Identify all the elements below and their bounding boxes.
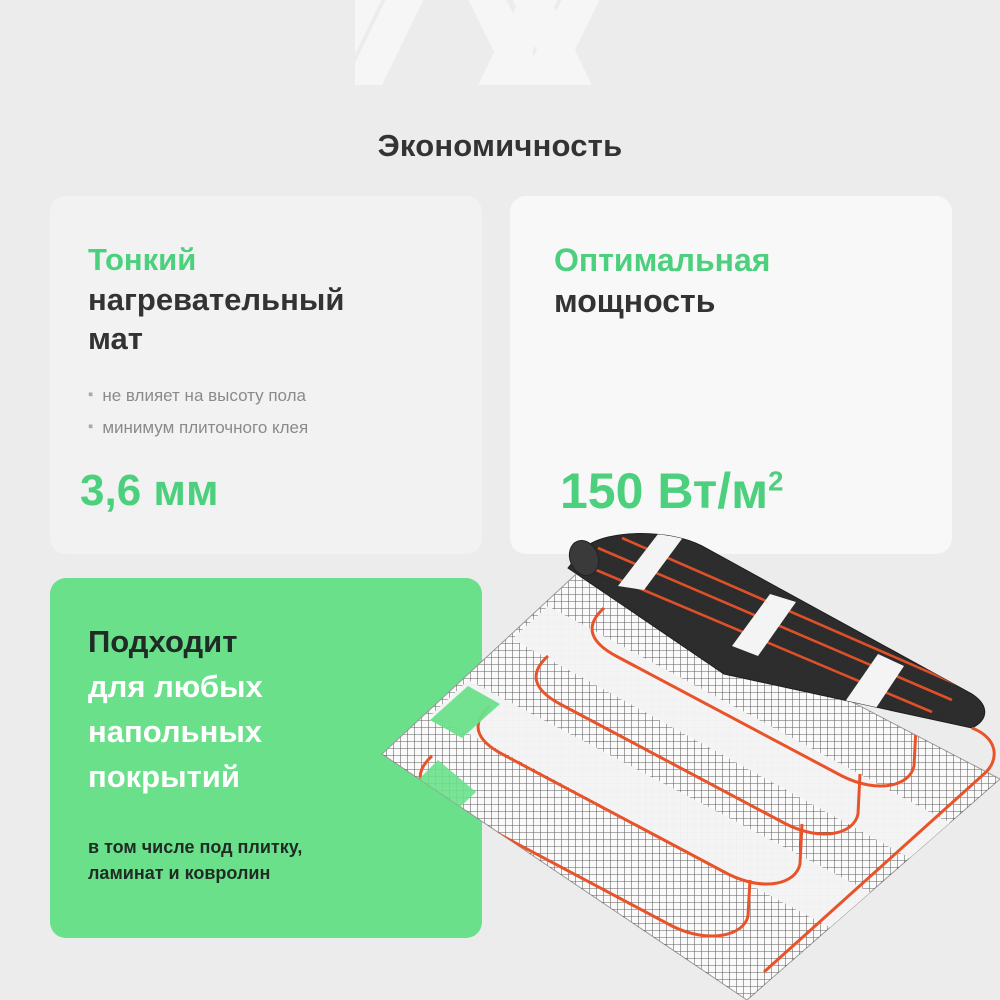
bullet-dot-icon: ▪ <box>88 418 94 436</box>
list-item <box>88 415 444 441</box>
card-suitable-sub-line2: ламинат и ковролин <box>88 862 271 883</box>
card-suitable-subtext <box>88 834 444 886</box>
card-thin-mat-heading-line2: мат <box>88 321 143 357</box>
card-suitable-line3: напольных <box>88 713 263 749</box>
card-thin-mat-heading-line1: нагревательный <box>88 281 345 317</box>
power-value-main: 150 Вт/м <box>560 463 769 519</box>
bullet-text: не влияет на высоту пола <box>102 386 307 406</box>
power-value <box>560 462 783 520</box>
bullet-dot-icon: ▪ <box>88 386 94 404</box>
power-value-superscript: 2 <box>768 465 784 497</box>
card-suitable-sub-line1: в том числе под плитку, <box>88 836 303 857</box>
card-thin-mat-heading-accent: Тонкий <box>88 242 197 277</box>
card-power-heading-accent: Оптимальная <box>554 242 771 278</box>
card-suitable-heading <box>88 620 444 800</box>
card-thin-mat-bullet-list <box>88 383 444 442</box>
list-item <box>88 383 444 409</box>
thickness-value: 3,6 мм <box>80 466 219 515</box>
mat-power-cable <box>764 728 994 972</box>
bullet-text: минимум плиточного клея <box>102 418 309 438</box>
card-suitable-line4: покрытий <box>88 758 240 794</box>
watermark-arrows <box>355 0 645 85</box>
page-title: Экономичность <box>377 128 623 163</box>
card-suitable-line2: для любых <box>88 668 263 704</box>
card-suitable <box>50 578 482 938</box>
card-power-heading: мощность <box>554 282 716 319</box>
card-suitable-line1: Подходит <box>88 624 238 659</box>
mat-rolled-section <box>552 524 1000 744</box>
